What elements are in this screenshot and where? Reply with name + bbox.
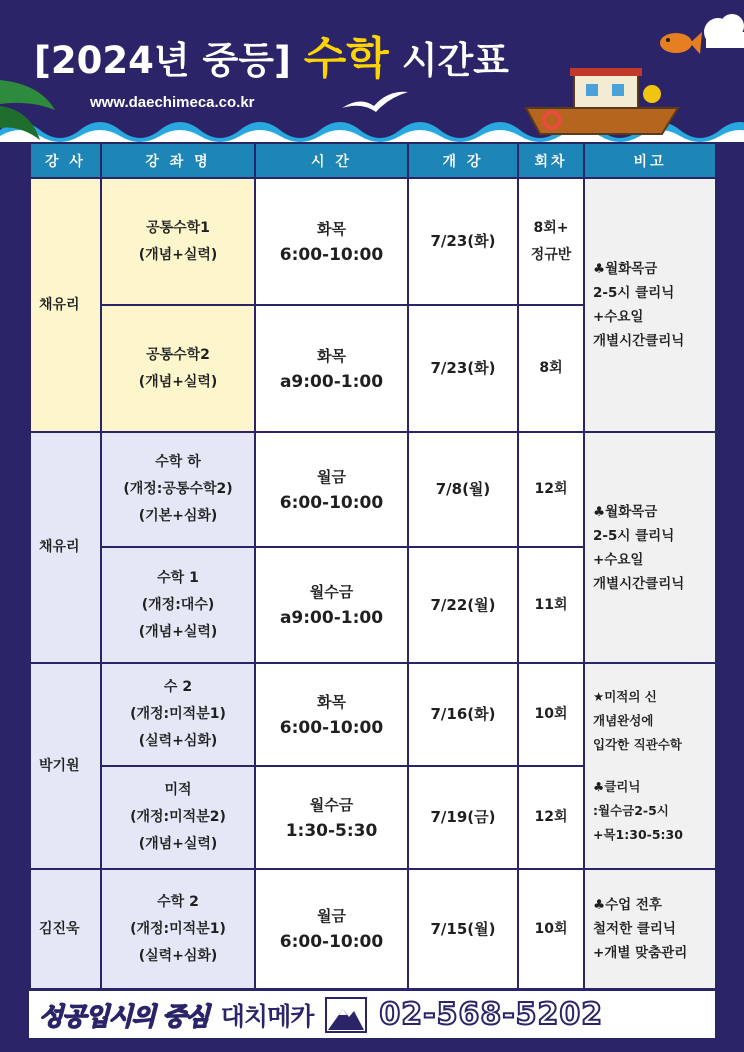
mountain-logo-icon — [325, 997, 367, 1033]
time-cell: 월금 6:00-10:00 — [255, 432, 408, 547]
sessions-cell: 12회 — [518, 766, 584, 869]
note-cell: ♣월화목금 2-5시 클리닉 +수요일 개별시간클리닉 — [584, 432, 716, 663]
course-cell: 미적 (개정:미적분2) (개념+실력) — [101, 766, 255, 869]
instructor-cell: 박기원 — [30, 663, 101, 869]
column-header-start: 개 강 — [408, 143, 518, 178]
sessions-cell: 8회 — [518, 305, 584, 432]
cloud-icon — [696, 8, 744, 52]
slogan: 성공입시의 중심 — [39, 1001, 209, 1031]
table-header-row — [30, 143, 716, 178]
course-cell: 수학 2 (개정:미적분1) (실력+심화) — [101, 869, 255, 989]
start-date-cell: 7/23(화) — [408, 178, 518, 305]
column-header-time: 시 간 — [255, 143, 408, 178]
seagull-icon — [340, 86, 410, 116]
start-date-cell: 7/16(화) — [408, 663, 518, 766]
column-header-course: 강 좌 명 — [101, 143, 255, 178]
sessions-cell: 10회 — [518, 869, 584, 989]
instructor-cell: 채유리 — [30, 178, 101, 432]
table-row — [30, 869, 716, 989]
time-cell: 화목 6:00-10:00 — [255, 663, 408, 766]
note-cell: ♣수업 전후 철저한 클리닉 +개별 맞춤관리 — [584, 869, 716, 989]
boat-icon — [522, 60, 682, 136]
sessions-cell: 10회 — [518, 663, 584, 766]
column-header-sessions: 회차 — [518, 143, 584, 178]
footer-bar — [29, 988, 715, 1038]
time-cell: 월금 6:00-10:00 — [255, 869, 408, 989]
start-date-cell: 7/15(월) — [408, 869, 518, 989]
time-cell: 월수금 a9:00-1:00 — [255, 547, 408, 663]
start-date-cell: 7/19(금) — [408, 766, 518, 869]
website-url: www.daechimeca.co.kr — [90, 94, 255, 111]
course-cell: 공통수학2 (개념+실력) — [101, 305, 255, 432]
table-row — [30, 178, 716, 305]
table-row — [30, 432, 716, 547]
sessions-cell: 8회+ 정규반 — [518, 178, 584, 305]
column-header-instructor: 강 사 — [30, 143, 101, 178]
title-highlight: 수학 — [303, 33, 389, 84]
time-cell: 월수금 1:30-5:30 — [255, 766, 408, 869]
header-banner — [0, 0, 744, 142]
start-date-cell: 7/23(화) — [408, 305, 518, 432]
timetable — [29, 142, 715, 990]
schedule-table — [29, 142, 717, 990]
brand-name: 대치메카 — [220, 1001, 314, 1031]
phone-number[interactable]: 02-568-5202 — [379, 997, 604, 1032]
start-date-cell: 7/22(월) — [408, 547, 518, 663]
sessions-cell: 12회 — [518, 432, 584, 547]
note-cell: ★미적의 신 개념완성에 입각한 직관수학 ♣클리닉 :월수금2-5시 +목1:30-5:30 — [584, 663, 716, 869]
course-cell: 공통수학1 (개념+실력) — [101, 178, 255, 305]
table-row — [30, 663, 716, 766]
instructor-cell: 채유리 — [30, 432, 101, 663]
page-title: [2024년 중등] 수학 시간표 — [34, 33, 509, 84]
course-cell: 수학 하 (개정:공통수학2) (기본+심화) — [101, 432, 255, 547]
time-cell: 화목 6:00-10:00 — [255, 178, 408, 305]
instructor-cell: 김진욱 — [30, 869, 101, 989]
course-cell: 수 2 (개정:미적분1) (실력+심화) — [101, 663, 255, 766]
time-cell: 화목 a9:00-1:00 — [255, 305, 408, 432]
course-cell: 수학 1 (개정:대수) (개념+실력) — [101, 547, 255, 663]
note-cell: ♣월화목금 2-5시 클리닉 +수요일 개별시간클리닉 — [584, 178, 716, 432]
column-header-note: 비고 — [584, 143, 716, 178]
start-date-cell: 7/8(월) — [408, 432, 518, 547]
sessions-cell: 11회 — [518, 547, 584, 663]
